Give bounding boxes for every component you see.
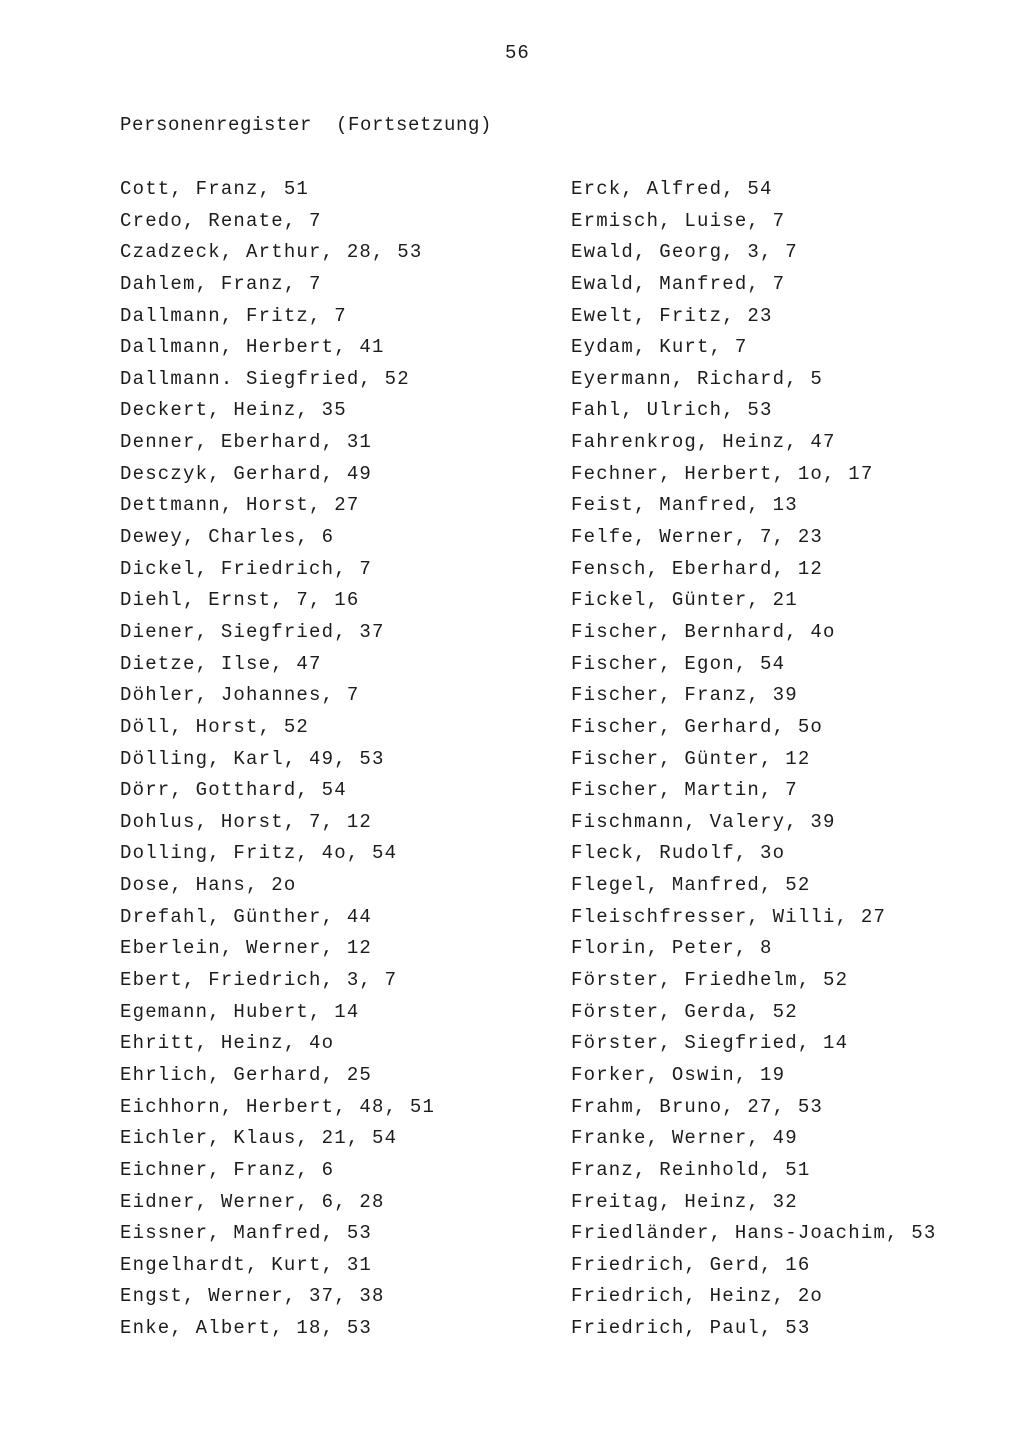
register-entry: Enke, Albert, 18, 53	[120, 1317, 373, 1340]
register-column-right	[571, 176, 936, 1347]
register-entry: Eyermann, Richard, 5	[571, 367, 824, 390]
register-entry: Fischer, Egon, 54	[571, 652, 786, 675]
register-entry: Ewelt, Fritz, 23	[571, 304, 773, 327]
page-number: 56	[505, 42, 530, 64]
register-entry: Friedrich, Paul, 53	[571, 1317, 811, 1340]
register-entry: Fischmann, Valery, 39	[571, 810, 836, 833]
register-entry: Fischer, Günter, 12	[571, 747, 811, 770]
register-entry: Dolling, Fritz, 4o, 54	[120, 842, 398, 865]
register-entry: Ewald, Manfred, 7	[571, 272, 786, 295]
register-entry: Eydam, Kurt, 7	[571, 336, 748, 359]
register-entry: Dallmann. Siegfried, 52	[120, 367, 410, 390]
register-entry: Dettmann, Horst, 27	[120, 494, 360, 517]
register-entry: Dohlus, Horst, 7, 12	[120, 810, 373, 833]
register-entry: Dörr, Gotthard, 54	[120, 779, 347, 802]
register-entry: Czadzeck, Arthur, 28, 53	[120, 241, 423, 264]
register-entry: Credo, Renate, 7	[120, 209, 322, 232]
register-entry: Ermisch, Luise, 7	[571, 209, 786, 232]
register-heading: Personenregister (Fortsetzung)	[120, 114, 493, 136]
register-entry: Döll, Horst, 52	[120, 715, 310, 738]
register-entry: Forker, Oswin, 19	[571, 1063, 786, 1086]
register-entry: Eichner, Franz, 6	[120, 1158, 335, 1181]
register-entry: Eidner, Werner, 6, 28	[120, 1190, 385, 1213]
register-entry: Dahlem, Franz, 7	[120, 272, 322, 295]
register-entry: Felfe, Werner, 7, 23	[571, 526, 824, 549]
register-entry: Dewey, Charles, 6	[120, 526, 335, 549]
register-entry: Friedrich, Heinz, 2o	[571, 1285, 824, 1308]
register-entry: Förster, Friedhelm, 52	[571, 969, 849, 992]
register-entry: Fleck, Rudolf, 3o	[571, 842, 786, 865]
register-entry: Dallmann, Fritz, 7	[120, 304, 347, 327]
register-column-left	[120, 176, 435, 1347]
register-entry: Franz, Reinhold, 51	[571, 1158, 811, 1181]
register-entry: Dickel, Friedrich, 7	[120, 557, 373, 580]
register-entry: Fahl, Ulrich, 53	[571, 399, 773, 422]
register-entry: Engst, Werner, 37, 38	[120, 1285, 385, 1308]
register-entry: Florin, Peter, 8	[571, 937, 773, 960]
register-entry: Fischer, Martin, 7	[571, 779, 798, 802]
register-entry: Fischer, Franz, 39	[571, 684, 798, 707]
register-entry: Förster, Siegfried, 14	[571, 1032, 849, 1055]
register-entry: Fischer, Gerhard, 5o	[571, 715, 824, 738]
register-entry: Dallmann, Herbert, 41	[120, 336, 385, 359]
register-entry: Fechner, Herbert, 1o, 17	[571, 462, 874, 485]
register-entry: Fleischfresser, Willi, 27	[571, 905, 887, 928]
register-entry: Denner, Eberhard, 31	[120, 431, 373, 454]
register-entry: Ewald, Georg, 3, 7	[571, 241, 798, 264]
register-entry: Dietze, Ilse, 47	[120, 652, 322, 675]
register-entry: Franke, Werner, 49	[571, 1127, 798, 1150]
register-entry: Ehritt, Heinz, 4o	[120, 1032, 335, 1055]
register-entry: Frahm, Bruno, 27, 53	[571, 1095, 824, 1118]
register-entry: Eichler, Klaus, 21, 54	[120, 1127, 398, 1150]
register-entry: Feist, Manfred, 13	[571, 494, 798, 517]
register-entry: Friedrich, Gerd, 16	[571, 1253, 811, 1276]
register-entry: Förster, Gerda, 52	[571, 1000, 798, 1023]
register-entry: Diener, Siegfried, 37	[120, 620, 385, 643]
register-entry: Eissner, Manfred, 53	[120, 1222, 373, 1245]
register-entry: Döhler, Johannes, 7	[120, 684, 360, 707]
register-entry: Deckert, Heinz, 35	[120, 399, 347, 422]
register-entry: Desczyk, Gerhard, 49	[120, 462, 373, 485]
register-entry: Diehl, Ernst, 7, 16	[120, 589, 360, 612]
register-entry: Dölling, Karl, 49, 53	[120, 747, 385, 770]
register-entry: Erck, Alfred, 54	[571, 178, 773, 200]
register-entry: Fahrenkrog, Heinz, 47	[571, 431, 836, 454]
register-entry: Freitag, Heinz, 32	[571, 1190, 798, 1213]
register-entry: Ebert, Friedrich, 3, 7	[120, 969, 398, 992]
register-entry: Cott, Franz, 51	[120, 178, 310, 200]
register-entry: Eberlein, Werner, 12	[120, 937, 373, 960]
register-entry: Egemann, Hubert, 14	[120, 1000, 360, 1023]
register-entry: Fischer, Bernhard, 4o	[571, 620, 836, 643]
register-entry: Fickel, Günter, 21	[571, 589, 798, 612]
register-entry: Dose, Hans, 2o	[120, 874, 297, 897]
register-entry: Flegel, Manfred, 52	[571, 874, 811, 897]
register-entry: Friedländer, Hans-Joachim, 53	[571, 1222, 937, 1245]
register-entry: Fensch, Eberhard, 12	[571, 557, 824, 580]
register-entry: Ehrlich, Gerhard, 25	[120, 1063, 373, 1086]
register-entry: Engelhardt, Kurt, 31	[120, 1253, 373, 1276]
register-entry: Eichhorn, Herbert, 48, 51	[120, 1095, 436, 1118]
register-entry: Drefahl, Günther, 44	[120, 905, 373, 928]
